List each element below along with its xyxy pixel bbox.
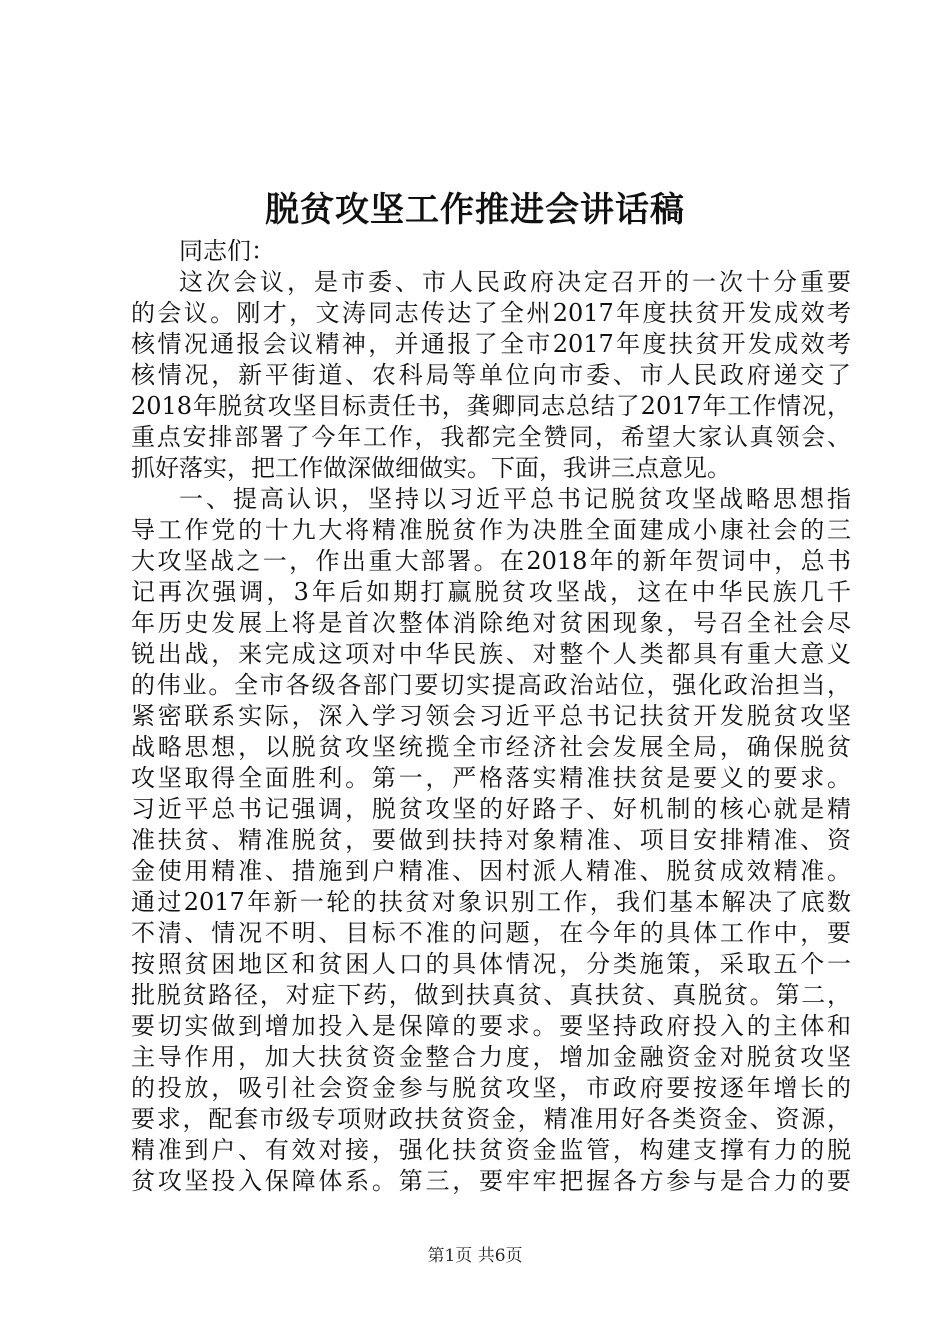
text-line: 批脱贫路径，对症下药，做到扶真贫、真扶贫、真脱贫。第二， — [131, 981, 851, 1009]
text-line: 核情况通报会议精神，并通报了全市2017年度扶贫开发成效考 — [131, 330, 851, 358]
text-line: 的会议。刚才，文涛同志传达了全州2017年度扶贫开发成效考 — [131, 299, 851, 327]
text-line: 战略思想，以脱贫攻坚统揽全市经济社会发展全局，确保脱贫 — [131, 733, 851, 761]
text-line: 主导作用，加大扶贫资金整合力度，增加金融资金对脱贫攻坚 — [131, 1043, 851, 1071]
text-line: 准扶贫、精准脱贫，要做到扶持对象精准、项目安排精准、资 — [131, 826, 851, 854]
text-line: 攻坚取得全面胜利。第一，严格落实精准扶贫是要义的要求。 — [131, 764, 851, 792]
text-line: 导工作党的十九大将精准脱贫作为决胜全面建成小康社会的三 — [131, 516, 851, 544]
text-line: 贫攻坚投入保障体系。第三，要牢牢把握各方参与是合力的要 — [131, 1167, 851, 1195]
page-number-footer: 第1页 共6页 — [427, 1246, 523, 1266]
text-line: 同志们： — [179, 237, 275, 265]
text-line: 这次会议，是市委、市人民政府决定召开的一次十分重要 — [179, 268, 851, 296]
text-line: 的投放，吸引社会资金参与脱贫攻坚，市政府要按逐年增长的 — [131, 1074, 851, 1102]
text-line: 通过2017年新一轮的扶贫对象识别工作，我们基本解决了底数 — [131, 888, 851, 916]
text-line: 记再次强调，3年后如期打赢脱贫攻坚战，这在中华民族几千 — [131, 578, 851, 606]
text-line: 大攻坚战之一，作出重大部署。在2018年的新年贺词中，总书 — [131, 547, 851, 575]
text-line: 一、提高认识，坚持以习近平总书记脱贫攻坚战略思想指 — [179, 485, 851, 513]
text-line: 核情况，新平街道、农科局等单位向市委、市人民政府递交了 — [131, 361, 851, 389]
document-body — [131, 236, 851, 1197]
text-line: 习近平总书记强调，脱贫攻坚的好路子、好机制的核心就是精 — [131, 795, 851, 823]
text-line: 按照贫困地区和贫困人口的具体情况，分类施策，采取五个一 — [131, 950, 851, 978]
text-line: 要切实做到增加投入是保障的要求。要坚持政府投入的主体和 — [131, 1012, 851, 1040]
text-line: 金使用精准、措施到户精准、因村派人精准、脱贫成效精准。 — [131, 857, 851, 885]
text-line: 锐出战，来完成这项对中华民族、对整个人类都具有重大意义 — [131, 640, 851, 668]
text-line: 重点安排部署了今年工作，我都完全赞同，希望大家认真领会、 — [131, 423, 851, 451]
text-line: 的伟业。全市各级各部门要切实提高政治站位，强化政治担当， — [131, 671, 851, 699]
text-line: 要求，配套市级专项财政扶贫资金，精准用好各类资金、资源， — [131, 1105, 851, 1133]
text-line: 2018年脱贫攻坚目标责任书，龚卿同志总结了2017年工作情况， — [131, 392, 851, 420]
text-line: 年历史发展上将是首次整体消除绝对贫困现象，号召全社会尽 — [131, 609, 851, 637]
text-line: 精准到户、有效对接，强化扶贫资金监管，构建支撑有力的脱 — [131, 1136, 851, 1164]
document-title: 脱贫攻坚工作推进会讲话稿 — [265, 190, 685, 230]
text-line: 紧密联系实际，深入学习领会习近平总书记扶贫开发脱贫攻坚 — [131, 702, 851, 730]
text-line: 抓好落实，把工作做深做细做实。下面，我讲三点意见。 — [131, 454, 731, 482]
text-line: 不清、情况不明、目标不准的问题，在今年的具体工作中，要 — [131, 919, 851, 947]
